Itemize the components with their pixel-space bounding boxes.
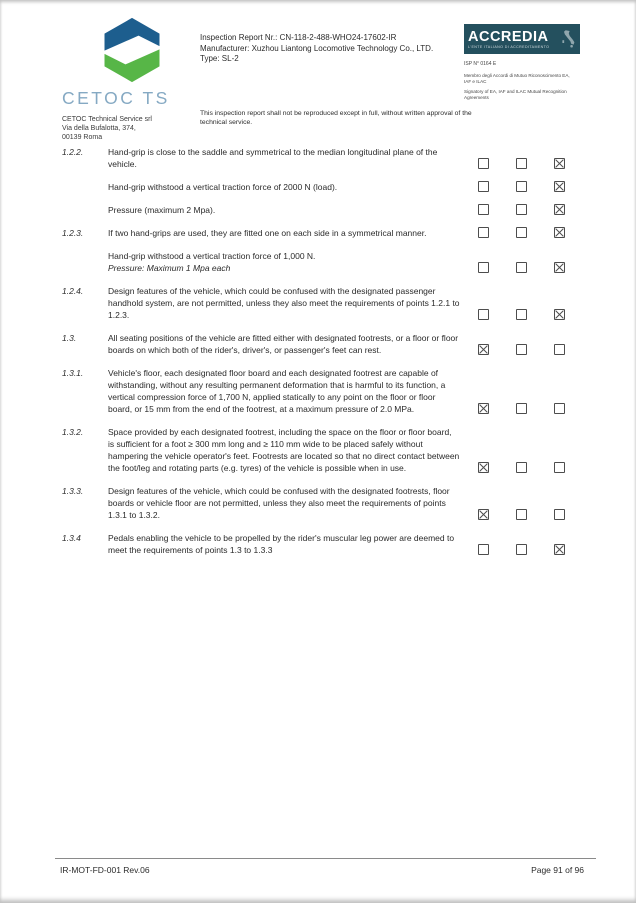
checkbox-col2[interactable] [516,544,527,555]
cetoc-logo-block [62,14,202,142]
item-text [108,367,460,415]
checkbox-col2[interactable] [516,309,527,320]
item-text-main: Vehicle's floor, each designated floor board and each designated footrest are capable of withstanding, without any resulting permanent deformation that is harmful to its function, a vertical compression force of 1,700 N, applied statically to any point on the floor or floor board, or 15 mm from the end of the footrest, at a maximum pressure of 2.0 MPa. [108,368,446,414]
item-text-main: Design features of the vehicle, which could be confused with the designated footrests, floor boards or vehicle floor are not permitted, unless they also meet the requirements of points 1.3.1 to 1.3.2. [108,486,450,520]
checklist-item [62,285,576,321]
item-text [108,332,460,356]
checkbox-col2[interactable] [516,262,527,273]
checkbox-col3[interactable] [554,344,565,355]
checkbox-col1[interactable] [478,204,489,215]
manufacturer: Manufacturer: Xuzhou Liantong Locomotive Technology Co., LTD. [200,43,434,53]
item-text [108,181,460,193]
checkbox-col2[interactable] [516,403,527,414]
italy-map-icon [560,28,576,50]
item-number [62,250,108,274]
checkbox-group [460,403,576,414]
checkbox-col2[interactable] [516,181,527,192]
item-number: 1.3. [62,333,77,343]
checkbox-group [460,204,576,215]
checkbox-group [460,509,576,520]
accredia-block [464,24,614,100]
item-number: 1.3.2. [62,427,84,437]
item-number [62,204,108,216]
accredia-registration: ISP N° 0164 E [464,61,497,67]
checkbox-col3[interactable] [554,544,565,555]
item-text-main: All seating positions of the vehicle are fitted either with designated footrests, or a floor or floor boards on which both of the rider's, driver's, or passenger's feet can rest. [108,333,459,355]
report-number: Inspection Report Nr.: CN-118-2-488-WHO24-17602-IR [200,33,397,42]
checkbox-col2[interactable] [516,204,527,215]
checkbox-group [460,227,576,238]
checklist-item [62,250,576,274]
item-number: 1.2.4. [62,286,84,296]
checkbox-col1[interactable] [478,344,489,355]
checkbox-col1[interactable] [478,544,489,555]
checkbox-col1[interactable] [478,309,489,320]
item-text-main: Design features of the vehicle, which could be confused with the designated passenger handhold system, are not permitted, unless they also meet the requirements of points 1.2.1 to 1.2.3. [108,286,460,320]
brand-name: CETOC TS [62,88,170,108]
checkbox-col3[interactable] [554,309,565,320]
checkbox-col1[interactable] [478,262,489,273]
checkbox-col1[interactable] [478,181,489,192]
item-text [108,426,460,474]
page-number: Page 91 of 96 [531,865,584,875]
checkbox-col3[interactable] [554,403,565,414]
checkbox-col2[interactable] [516,344,527,355]
checkbox-col1[interactable] [478,509,489,520]
checkbox-col2[interactable] [516,227,527,238]
item-number: 1.3.4 [62,533,81,543]
type: Type: SL-2 [200,54,239,63]
checklist-item [62,332,576,356]
accredia-logo [464,24,580,54]
item-text-main: Pressure (maximum 2 Mpa). [108,205,216,215]
item-text [108,532,460,556]
checklist-item [62,146,576,170]
checkbox-col3[interactable] [554,204,565,215]
address-line: Via della Bufalotta, 374, [62,125,136,132]
checkbox-group [460,544,576,555]
checkbox-group [460,462,576,473]
checkbox-col1[interactable] [478,462,489,473]
checkbox-group [460,344,576,355]
accredia-membership-it: Membro degli Accordi di Mutuo Riconoscimento EA, IAF e ILAC [464,73,570,84]
checkbox-col1[interactable] [478,403,489,414]
item-text [108,285,460,321]
item-text [108,204,460,216]
page-footer [55,858,596,875]
report-info [200,33,458,65]
item-text-main: Hand-grip withstood a vertical traction force of 1,000 N. [108,251,316,261]
item-text [108,227,460,239]
accredia-tagline: L'ENTE ITALIANO DI ACCREDITAMENTO [468,44,550,49]
item-text [108,146,460,170]
checklist [62,146,576,567]
item-text-main: Space provided by each designated footrest, including the space on the floor or floor board, is sufficient for a foot ≥ 300 mm long and ≥ 110 mm wide to be placed safely without hampering the vehicle operator's feet. Footrests are located so that no direct contact between the foot/leg and rotating parts (e.g. tyres) of the vehicle is possible when in use. [108,427,460,473]
item-number: 1.3.3. [62,486,84,496]
checkbox-group [460,262,576,273]
item-number: 1.3.1. [62,368,84,378]
checklist-item [62,181,576,193]
checkbox-col3[interactable] [554,262,565,273]
item-text-main: Hand-grip withstood a vertical traction force of 2000 N (load). [108,182,338,192]
accredia-membership-en: Signatory of EA, IAF and ILAC Mutual Recognition Agreements [464,89,567,100]
checkbox-group [460,158,576,169]
item-text-main: Hand-grip is close to the saddle and symmetrical to the median longitudinal plane of the vehicle. [108,147,438,169]
checklist-item [62,204,576,216]
checkbox-col3[interactable] [554,227,565,238]
checkbox-col2[interactable] [516,509,527,520]
item-text-main: Pedals enabling the vehicle to be propelled by the rider's muscular leg power are deemed to meet the requirements of points 1.3 to 1.3.3 [108,533,455,555]
item-text-main: If two hand-grips are used, they are fitted one on each side in a symmetrical manner. [108,228,427,238]
item-number [62,181,108,193]
checkbox-col2[interactable] [516,462,527,473]
address-line: CETOC Technical Service srl [62,116,152,123]
address-line: 00139 Roma [62,134,103,141]
cetoc-hexagon-logo-icon [94,14,170,86]
checkbox-col2[interactable] [516,158,527,169]
checkbox-col3[interactable] [554,509,565,520]
checkbox-col1[interactable] [478,227,489,238]
checkbox-group [460,309,576,320]
accredia-name: ACCREDIA [468,28,549,45]
checklist-item [62,426,576,474]
item-text [108,250,460,274]
item-number: 1.2.3. [62,228,84,238]
checklist-item [62,367,576,415]
company-address [62,115,202,142]
checkbox-group [460,181,576,192]
checklist-item [62,227,576,239]
item-note: Pressure: Maximum 1 Mpa each [108,263,231,273]
item-number: 1.2.2. [62,147,84,157]
item-text [108,485,460,521]
checkbox-col1[interactable] [478,158,489,169]
checkbox-col3[interactable] [554,181,565,192]
reproduction-disclaimer: This inspection report shall not be reproduced except in full, without written approval of the technical service. [200,110,472,126]
checkbox-col3[interactable] [554,158,565,169]
checkbox-col3[interactable] [554,462,565,473]
checklist-item [62,532,576,556]
checklist-item [62,485,576,521]
document-reference: IR-MOT-FD-001 Rev.06 [60,865,150,875]
